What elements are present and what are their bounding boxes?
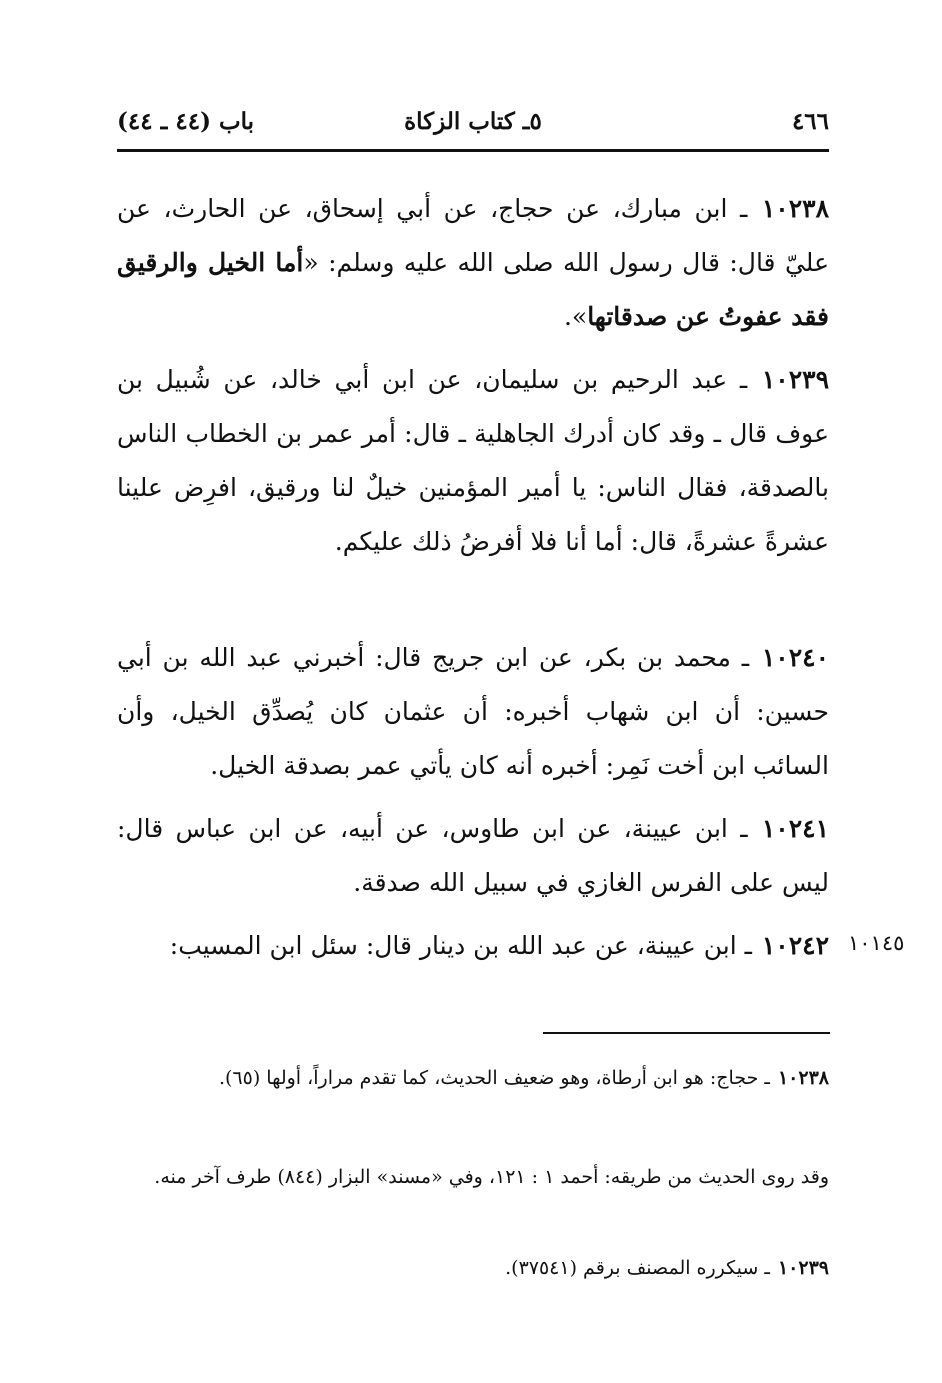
hadith-text: ـ محمد بن بكر، عن ابن جريج قال: أخبرني عبد الله بن أبي حسين: أن ابن شهاب أخبره: أن عثمان كان يُصدِّق الخيل، وأن السائب ابن أخت نَمِر: أخبره أنه كان يأتي عمر بصدقة الخيل. (117, 643, 829, 780)
footnote-text: ـ سيكرره المصنف برقم (٣٧٥٤١). (505, 1257, 776, 1279)
hadith-entry (117, 182, 829, 344)
hadith-entry (117, 631, 829, 793)
chapter-label: باب (٤٤ ـ ٤٤) (117, 108, 255, 135)
hadith-text: ـ ابن مبارك، عن حجاج، عن أبي إسحاق، عن الحارث، عن عليّ قال: قال رسول الله صلى الله عليه وسلم: « (117, 194, 829, 277)
hadith-number: ١٠٢٤١ (761, 814, 829, 843)
hadith-number: ١٠٢٤٢ (761, 931, 829, 960)
footnote-number: ١٠٢٣٨ (777, 1067, 829, 1089)
footnote (117, 1245, 829, 1291)
footnote (117, 1154, 829, 1200)
hadith-text-end: ». (563, 302, 588, 331)
footnote (117, 1055, 829, 1101)
hadith-number: ١٠٢٣٨ (761, 194, 829, 223)
hadith-text: ـ ابن عيينة، عن عبد الله بن دينار قال: سئل ابن المسيب: (169, 931, 760, 960)
page-header (117, 108, 829, 146)
hadith-number: ١٠٢٤٠ (761, 643, 829, 672)
hadith-entry (117, 802, 829, 910)
footnote-text: وقد روى الحديث من طريقه: أحمد ١ : ١٢١، وفي «مسند» البزار (٨٤٤) طرف آخر منه. (154, 1166, 829, 1188)
hadith-entry (117, 919, 829, 973)
footnote-divider (543, 1032, 830, 1034)
hadith-number: ١٠٢٣٩ (761, 365, 829, 394)
cross-reference-number: ١٠١٤٥ (848, 931, 905, 955)
hadith-entry (117, 353, 829, 569)
footnote-number: ١٠٢٣٩ (777, 1257, 829, 1279)
hadith-text: ـ عبد الرحيم بن سليمان، عن ابن أبي خالد، عن شُبيل بن عوف قال ـ وقد كان أدرك الجاهلية ـ قال: أمر عمر بن الخطاب الناس بالصدقة، فقال الناس: يا أمير المؤمنين خيلٌ لنا ورقيق، افرِض علينا عشرةً عشرةً، قال: أما أنا فلا أفرضُ ذلك عليكم. (117, 365, 829, 556)
hadith-quote-bold: أما الخيل والرقيق فقد عفوتُ عن صدقاتها (117, 248, 829, 331)
hadith-text: ـ ابن عيينة، عن ابن طاوس، عن أبيه، عن ابن عباس قال: ليس على الفرس الغازي في سبيل الله صدقة. (117, 814, 829, 897)
page-number: ٤٦٦ (791, 108, 829, 135)
footnote-text: ـ حجاج: هو ابن أرطاة، وهو ضعيف الحديث، كما تقدم مراراً، أولها (٦٥). (218, 1067, 776, 1089)
book-title: ٥ـ كتاب الزكاة (404, 108, 542, 135)
header-divider (117, 149, 829, 152)
